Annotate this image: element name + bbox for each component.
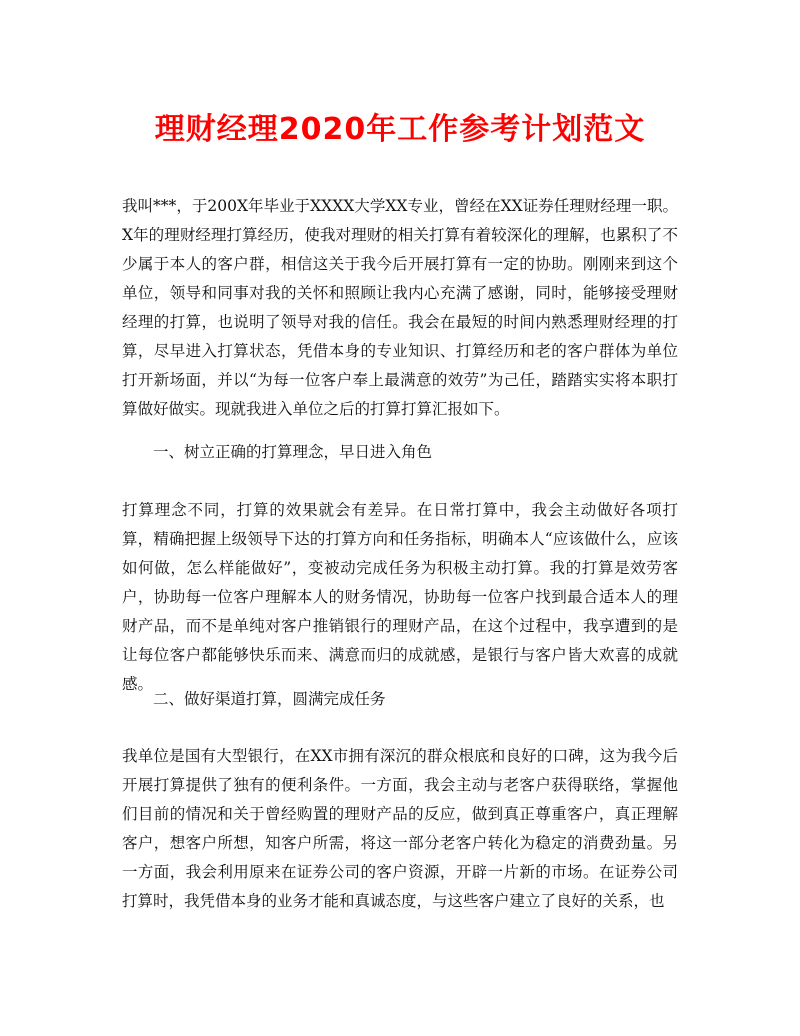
section-heading-1: 一、树立正确的打算理念，早日进入角色 (153, 443, 433, 461)
document-title: 理财经理2020年工作参考计划范文 (154, 112, 646, 147)
section-heading-2: 二、做好渠道打算，圆满完成任务 (153, 690, 386, 708)
paragraph-intro: 我叫***，于200X年毕业于XXXX大学XX专业，曾经在XX证券任理财经理一职。X年的理财经理打算经历，使我对理财的相关打算有着较深化的理解，也累积了不少属于本人的客户群，相信这关于我今后开展打算有一定的协助。刚刚来到这个单位，领导和同事对我的关怀和照顾让我内心充满了感谢，同时，能够接受理财经理的打算，也说明了领导对我的信任。我会在最短的时间内熟悉理财经理的打算，尽早进入打算状态，凭借本身的专业知识、打算经历和老的客户群体为单位打开新场面，并以“为每一位客户奉上最满意的效劳”为己任，踏踏实实将本职打算做好做实。现就我进入单位之后的打算打算汇报如下。 (122, 197, 678, 418)
paragraph-section-2: 我单位是国有大型银行，在XX市拥有深沉的群众根底和良好的口碑，这为我今后开展打算提供了独有的便利条件。一方面，我会主动与老客户获得联络，掌握他们目前的情况和关于曾经购置的理财产品的反应，做到真正尊重客户，真正理解客户，想客户所想，知客户所需，将这一部分老客户转化为稳定的消费劲量。另一方面，我会利用原来在证券公司的客户资源，开辟一片新的市场。在证券公司打算时，我凭借本身的业务才能和真诚态度，与这些客户建立了良好的关系，也 (122, 747, 678, 910)
paragraph-section-1: 打算理念不同，打算的效果就会有差异。在日常打算中，我会主动做好各项打算，精确把握上级领导下达的打算方向和任务指标，明确本人“应该做什么，应该如何做，怎么样能做好”，变被动完成任务为积极主动打算。我的打算是效劳客户，协助每一位客户理解本人的财务情况，协助每一位客户找到最合适本人的理财产品，而不是单纯对客户推销银行的理财产品，在这个过程中，我享遭到的是让每位客户都能够快乐而来、满意而归的成就感，是银行与客户皆大欢喜的成就感。 (122, 501, 678, 693)
